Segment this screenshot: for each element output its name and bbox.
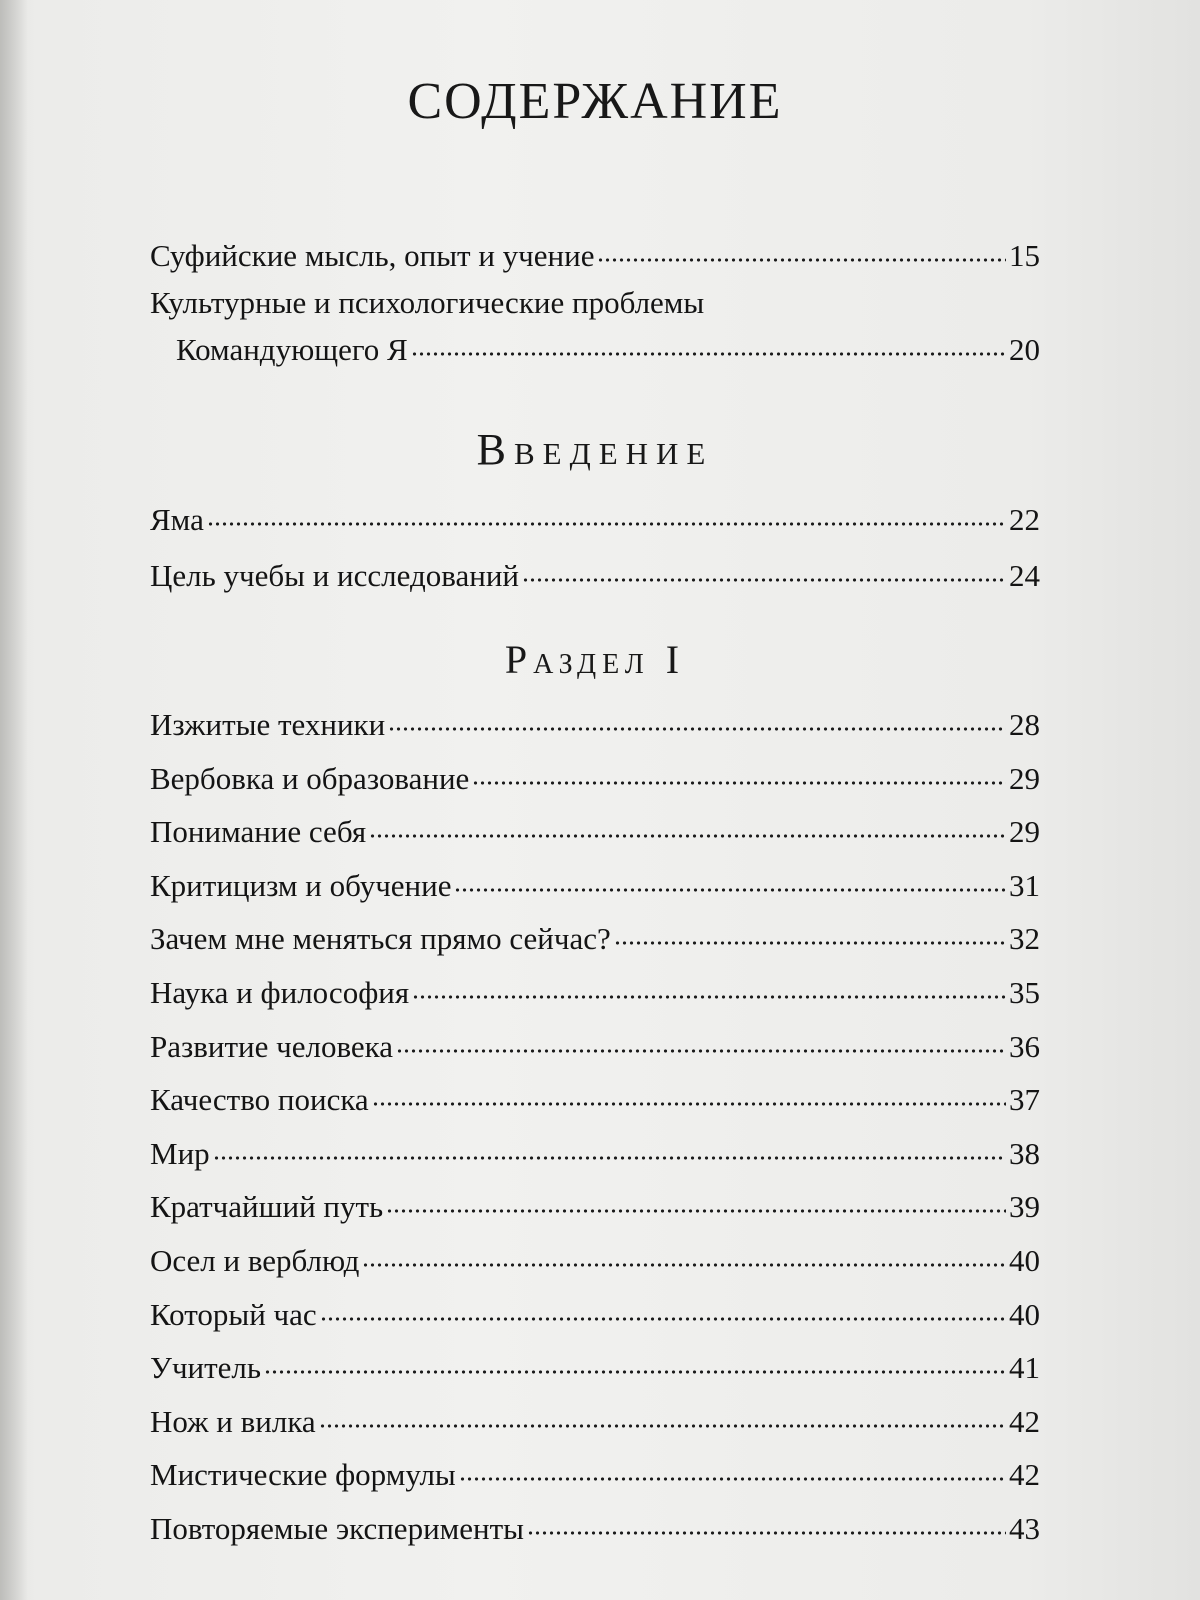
toc-entry-page: 36 [1009, 1028, 1040, 1064]
dot-leader [372, 1100, 1006, 1108]
toc-entry-page: 29 [1009, 760, 1040, 796]
toc-entry-page: 29 [1009, 814, 1040, 850]
toc-entry-page: 42 [1009, 1403, 1040, 1439]
toc-entry [150, 866, 1040, 906]
toc-entry-title: Цель учебы и исследований [150, 558, 520, 593]
toc-entry [150, 1455, 1040, 1495]
toc-entry-title: Наука и философия [150, 975, 410, 1010]
toc-entry-title: Учитель [150, 1350, 262, 1386]
toc-entry-page: 40 [1009, 1243, 1040, 1278]
toc-entry [150, 1080, 1040, 1120]
toc-entry [150, 1027, 1040, 1067]
toc-entry [150, 1402, 1040, 1442]
toc-entry-title: Суфийские мысль, опыт и учение [150, 238, 595, 273]
toc-entry-title: Который час [150, 1296, 317, 1332]
toc-entry-title: Осел и верблюд [150, 1243, 360, 1278]
toc-entry-page: 32 [1009, 921, 1040, 957]
toc-entry [150, 812, 1040, 852]
toc-entry [150, 1241, 1040, 1281]
dot-leader [386, 1207, 1006, 1215]
toc-entry [150, 759, 1040, 799]
dot-leader [369, 832, 1006, 840]
dot-leader [454, 886, 1006, 894]
page-fold-shadow [0, 0, 28, 1600]
toc-entry-page: 24 [1009, 558, 1040, 593]
toc-entry-page: 43 [1009, 1511, 1040, 1546]
toc-entry-title: Повторяемые эксперименты [150, 1511, 524, 1546]
dot-leader [614, 939, 1006, 947]
dot-leader [459, 1475, 1006, 1483]
toc-entry [150, 1509, 1040, 1549]
dot-leader [411, 350, 1006, 358]
toc-entry-title: Развитие человека [150, 1028, 394, 1064]
toc-entry [150, 1134, 1040, 1174]
toc-entry-page: 37 [1009, 1082, 1040, 1118]
contents-heading: СОДЕРЖАНИЕ [407, 73, 783, 130]
toc-entry-title: Мир [150, 1135, 210, 1171]
toc-entry-page: 22 [1009, 502, 1040, 537]
toc-entry [150, 705, 1040, 745]
toc-entry [150, 1348, 1040, 1388]
toc-entry-title: Нож и вилка [150, 1403, 316, 1439]
toc-entry-page: 42 [1009, 1457, 1040, 1493]
toc-entry-title: Зачем мне меняться прямо сейчас? [150, 921, 611, 957]
toc-entry-page: 28 [1009, 707, 1040, 742]
dot-leader [319, 1422, 1006, 1430]
toc-entry-page: 15 [1009, 238, 1040, 273]
toc-entry-page: 38 [1009, 1135, 1040, 1171]
dot-leader [213, 1154, 1006, 1162]
toc-entry [150, 1187, 1040, 1227]
toc-entry [150, 973, 1040, 1013]
toc-entry-page: 41 [1009, 1350, 1040, 1386]
intro-heading: Введение [476, 425, 714, 474]
toc-entry-title: Яма [150, 502, 204, 537]
toc-entry [150, 236, 1040, 276]
toc-entry [176, 330, 1040, 370]
dot-leader [527, 1529, 1006, 1537]
toc-entry-title: Понимание себя [150, 814, 367, 850]
dot-leader [207, 520, 1006, 528]
toc-entry-title: Изжитые техники [150, 707, 386, 742]
toc-entry-title: Мистические формулы [150, 1457, 456, 1493]
toc-entry [150, 500, 1040, 540]
dot-leader [412, 993, 1006, 1001]
toc-entry-title: Вербовка и образование [150, 760, 470, 796]
toc-entry-title: Кратчайший путь [150, 1189, 384, 1225]
toc-entry-page: 35 [1009, 975, 1040, 1010]
toc-entry-page: 40 [1009, 1296, 1040, 1332]
toc-entry-page: 20 [1009, 332, 1040, 367]
dot-leader [264, 1368, 1006, 1376]
dot-leader [472, 779, 1006, 787]
dot-leader [396, 1047, 1006, 1055]
toc-entry [150, 919, 1040, 959]
toc-entry-title-line2: Командующего Я [176, 332, 408, 367]
toc-entry-title: Критицизм и обучение [150, 867, 452, 903]
toc-entry-title: Качество поиска [150, 1082, 369, 1118]
toc-entry-page: 39 [1009, 1189, 1040, 1225]
section-1-heading: Раздел I [504, 637, 686, 682]
toc-entry-title-line1: Культурные и психологические проблемы [150, 285, 705, 320]
dot-leader [522, 576, 1006, 584]
dot-leader [362, 1261, 1006, 1269]
dot-leader [320, 1315, 1006, 1323]
toc-entry [150, 1295, 1040, 1335]
toc-entry-page: 31 [1009, 867, 1040, 903]
dot-leader [388, 725, 1006, 733]
dot-leader [597, 256, 1006, 264]
toc-entry [150, 556, 1040, 596]
